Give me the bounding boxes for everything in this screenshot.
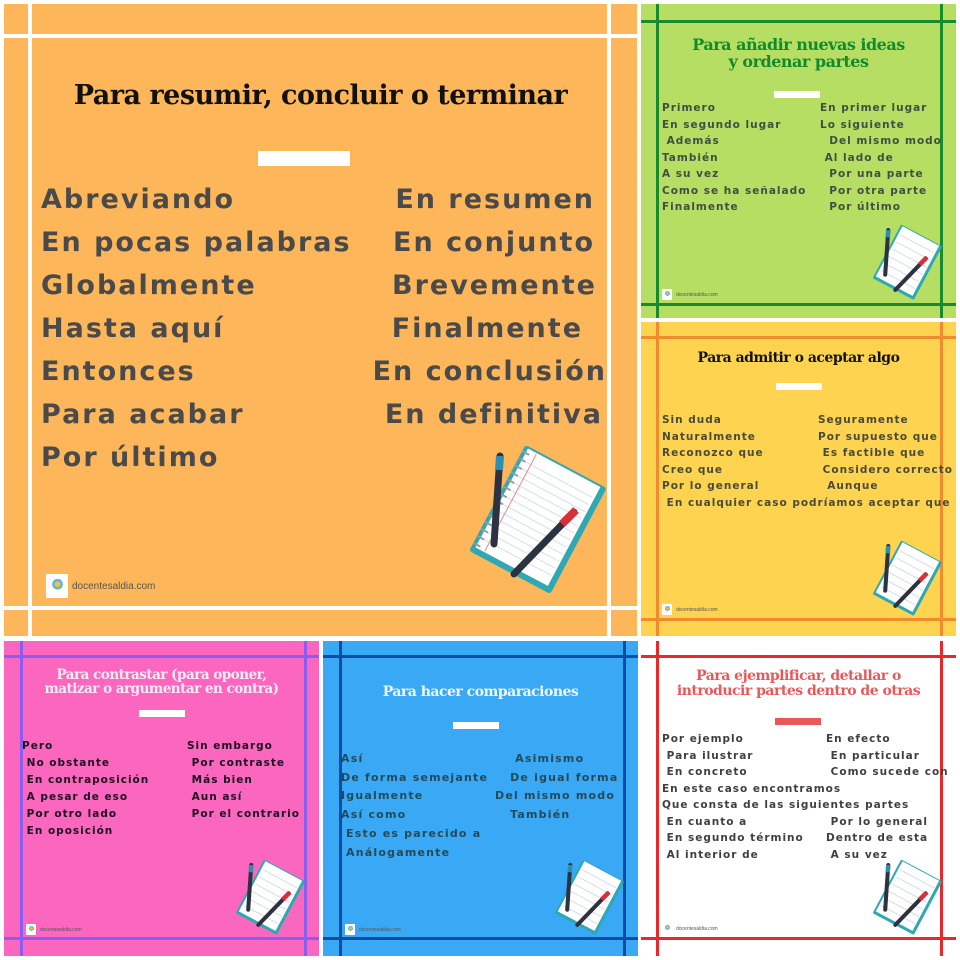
list-item: En concreto [662,766,748,778]
site-logo-icon [662,289,672,300]
notebook-pens-icon [551,859,627,935]
notebook-pens-icon [869,224,945,300]
list-item: Globalmente [41,270,257,301]
list-item: En cualquier caso podríamos aceptar que [662,496,951,509]
list-right [826,731,949,863]
list-item: En pocas palabras [41,227,352,258]
panel-title: Para añadir nuevas ideas y ordenar partes [692,35,905,71]
notebook-pens-icon [462,444,612,594]
list-item: Seguramente [818,414,909,426]
panel-title: Para resumir, concluir o terminar [73,80,568,111]
list-item: En resumen [395,184,595,215]
border-line [323,655,638,658]
watermark [26,924,82,935]
list-item: Brevemente [391,270,597,301]
list-item: Análogamente [341,845,451,859]
list-item [826,781,949,798]
list-item: Por ejemplo [662,733,744,745]
watermark [662,604,718,615]
list-item: Igualmente [341,789,424,803]
list-item: Más bien [187,774,253,786]
list-item: Considero correcto [818,463,953,476]
list-item: Por supuesto que [818,430,938,443]
border-line [4,937,319,940]
list-item: Asimismo [495,752,585,765]
site-logo-icon [662,604,672,615]
border-line [641,618,956,621]
list-item: En efecto [826,733,891,745]
list-item: Por contraste [187,757,285,769]
list-item [826,797,949,814]
list-left [41,178,352,479]
list-item: En oposición [22,825,114,837]
list-item: Por otra parte [820,184,928,197]
list-item: A pesar de eso [22,791,129,803]
list-item: En segundo lugar [662,118,782,131]
site-logo-icon [26,924,36,935]
border-line [641,303,956,306]
list-item: Para acabar [41,399,245,430]
border-line [4,606,637,610]
list-item: Por lo general [826,815,928,828]
list-item: Así [341,752,364,765]
panel-title: Para admitir o aceptar algo [697,350,900,366]
list-item: Creo que [662,463,723,476]
list-item: Del mismo modo [495,789,616,803]
list-item: Que consta de las siguientes partes [662,799,910,811]
border-line [4,34,637,38]
list-left [662,100,806,216]
watermark [345,924,401,935]
border-line [656,322,659,636]
list-item: En particular [826,749,920,762]
title-underline [775,718,821,725]
list-item: En este caso encontramos [662,782,842,795]
list-item: De igual forma [495,770,619,784]
list-item: Por lo general [662,480,760,492]
list-item: Es factible que [818,447,926,459]
panel-comparar [323,641,638,956]
panel-title: Para ejemplificar, detallar o introducir partes dentro de otras [676,668,921,699]
list-item: Finalmente [662,201,739,213]
list-item: En cuanto a [662,815,748,828]
watermark-text: docentesaldia.com [72,580,156,592]
list-item: Finalmente [391,313,583,344]
list-right [187,738,300,823]
list-right [818,412,953,495]
list-item: Entonces [41,356,196,387]
panel-title: Para hacer comparaciones [382,684,579,700]
list-right [373,178,607,436]
list-item: No obstante [22,757,111,769]
watermark-text: docentesaldia.com [676,606,718,613]
list-item: Sin duda [662,414,722,426]
list-item: En definitiva [384,399,603,430]
list-item: Para ilustrar [662,749,754,762]
list-item: En primer lugar [820,102,928,114]
list-item: En conclusión [372,356,607,387]
list-item: Así como [341,808,407,822]
notebook-pens-icon [869,859,945,935]
panel-contrastar [4,641,319,956]
list-item: A su vez [662,168,720,180]
list-item: Por otro lado [22,808,118,820]
list-item: Sin embargo [187,740,273,752]
watermark-text: docentesaldia.com [359,926,401,933]
list-item: Pero [22,740,54,752]
list-item: Aunque [818,480,879,492]
list-right [495,750,618,825]
title-underline [774,91,820,98]
panel-ejemplificar [641,641,956,956]
title-underline [258,151,350,166]
list-item: De forma semejante [341,770,489,784]
list-item: Primero [662,102,716,114]
border-line [641,655,956,658]
list-item: Como sucede con [826,766,949,778]
list-item: También [495,808,571,822]
border-line [4,655,319,658]
watermark [662,289,718,300]
site-logo-icon [662,923,672,934]
list-item: A su vez [826,848,888,861]
watermark-text: docentesaldia.com [676,291,718,298]
list-item: Al lado de [820,151,894,164]
list-item: Lo siguiente [820,118,905,131]
border-line [641,937,956,940]
notebook-pens-icon [869,540,945,616]
list-item: Esto es parecido a [341,826,482,840]
title-underline [139,710,185,717]
list-item: Dentro de esta [826,832,929,844]
list-item: En conjunto [393,227,595,258]
border-line [641,336,956,339]
list-left [22,738,149,840]
notebook-pens-icon [232,859,308,935]
list-left [341,750,488,862]
list-item: Al interior de [662,848,759,861]
list-item: Reconozco que [662,447,764,459]
panel-resumir [4,4,637,636]
watermark-text: docentesaldia.com [40,926,82,933]
list-item: Del mismo modo [820,135,942,147]
list-item: Además [662,135,720,147]
watermark [662,923,718,934]
panel-anadir [641,4,956,318]
site-logo-icon [46,574,68,598]
list-item: En segundo término [662,832,804,844]
border-line [641,20,956,23]
watermark [46,574,155,598]
list-item: También [662,151,719,164]
panel-admitir [641,322,956,636]
list-item: Por una parte [820,168,924,180]
list-item: Por último [820,201,901,213]
list-item: En contraposición [22,774,150,786]
title-underline [453,722,499,729]
list-item: Por el contrario [187,808,300,820]
list-item: Hasta aquí [41,313,225,344]
list-right [820,100,942,216]
list-item: Naturalmente [662,430,756,443]
list-item: Aun así [187,791,243,803]
list-item: Abreviando [41,184,236,215]
site-logo-icon [345,924,355,935]
border-line [323,937,638,940]
watermark-text: docentesaldia.com [676,925,718,932]
panel-title: Para contrastar (para oponer, matizar o argumentar en contra) [44,667,279,698]
list-item: Por último [41,442,220,473]
list-item: Como se ha señalado [662,184,807,197]
title-underline [776,383,822,390]
